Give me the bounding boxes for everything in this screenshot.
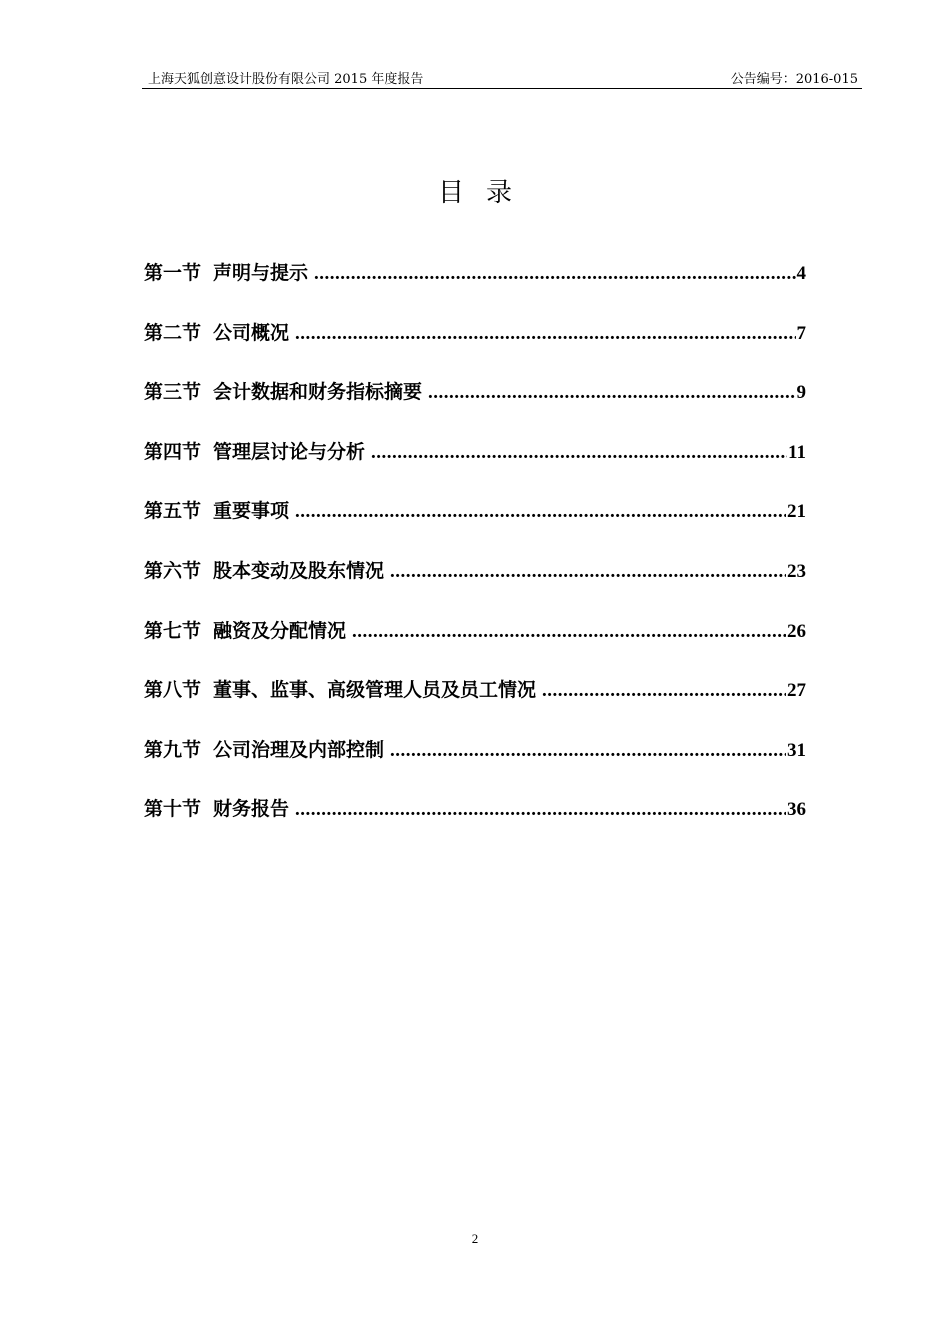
toc-dot-leader bbox=[390, 740, 786, 762]
toc-section-number: 第二节 bbox=[144, 321, 202, 344]
toc-section-name: 会计数据和财务指标摘要 bbox=[213, 381, 423, 404]
toc-dot-leader bbox=[428, 382, 795, 404]
toc-section-name: 股本变动及股东情况 bbox=[213, 559, 385, 582]
toc-section-name: 管理层讨论与分析 bbox=[213, 440, 366, 463]
toc-page-number: 21 bbox=[787, 501, 806, 523]
toc-section-name: 财务报告 bbox=[213, 798, 290, 821]
toc-entry-1[interactable] bbox=[144, 258, 806, 318]
toc-section-name: 董事、监事、高级管理人员及员工情况 bbox=[213, 679, 537, 702]
toc-page-number: 31 bbox=[787, 739, 806, 761]
toc-section-number: 第八节 bbox=[144, 679, 202, 702]
toc-page-number: 36 bbox=[787, 799, 806, 821]
announcement-number: 公告编号：2016-015 bbox=[730, 72, 858, 87]
toc-entry-5[interactable] bbox=[144, 496, 806, 556]
toc-dot-leader bbox=[295, 799, 786, 821]
toc-section-number: 第三节 bbox=[144, 381, 202, 404]
toc-entry-9[interactable] bbox=[144, 735, 806, 795]
toc-dot-leader bbox=[314, 263, 795, 285]
table-of-contents bbox=[144, 258, 806, 854]
toc-page-number: 11 bbox=[788, 441, 806, 463]
toc-section-name: 公司概况 bbox=[213, 321, 290, 344]
toc-entry-4[interactable] bbox=[144, 437, 806, 497]
toc-dot-leader bbox=[295, 501, 786, 523]
toc-section-name: 声明与提示 bbox=[213, 262, 309, 284]
toc-page-number: 7 bbox=[796, 322, 806, 344]
toc-page-number: 4 bbox=[796, 263, 806, 284]
toc-section-name: 公司治理及内部控制 bbox=[213, 738, 385, 761]
toc-entry-3[interactable] bbox=[144, 377, 806, 437]
toc-dot-leader bbox=[371, 442, 787, 464]
toc-section-number: 第六节 bbox=[144, 559, 202, 582]
toc-section-number: 第五节 bbox=[144, 500, 202, 523]
toc-dot-leader bbox=[390, 561, 786, 583]
page-header bbox=[142, 66, 862, 89]
report-title-header: 上海天狐创意设计股份有限公司 2015 年度报告 bbox=[148, 72, 424, 87]
toc-page-number: 9 bbox=[796, 382, 806, 404]
page-number-footer: 2 bbox=[471, 1231, 479, 1246]
toc-entry-7[interactable] bbox=[144, 616, 806, 676]
toc-section-number: 第十节 bbox=[144, 798, 202, 821]
toc-page-number: 26 bbox=[787, 620, 806, 642]
toc-entry-2[interactable] bbox=[144, 318, 806, 378]
toc-section-number: 第一节 bbox=[144, 262, 202, 284]
toc-entry-8[interactable] bbox=[144, 675, 806, 735]
toc-dot-leader bbox=[295, 323, 795, 345]
toc-section-number: 第九节 bbox=[144, 738, 202, 761]
toc-title: 目录 bbox=[437, 178, 534, 208]
toc-section-number: 第四节 bbox=[144, 440, 202, 463]
toc-dot-leader bbox=[352, 621, 786, 643]
toc-section-name: 重要事项 bbox=[213, 500, 290, 523]
toc-section-name: 融资及分配情况 bbox=[213, 619, 347, 642]
toc-entry-6[interactable] bbox=[144, 556, 806, 616]
toc-dot-leader bbox=[542, 680, 786, 702]
toc-section-number: 第七节 bbox=[144, 619, 202, 642]
toc-page-number: 27 bbox=[787, 680, 806, 702]
toc-entry-10[interactable] bbox=[144, 794, 806, 854]
toc-page-number: 23 bbox=[787, 560, 806, 582]
